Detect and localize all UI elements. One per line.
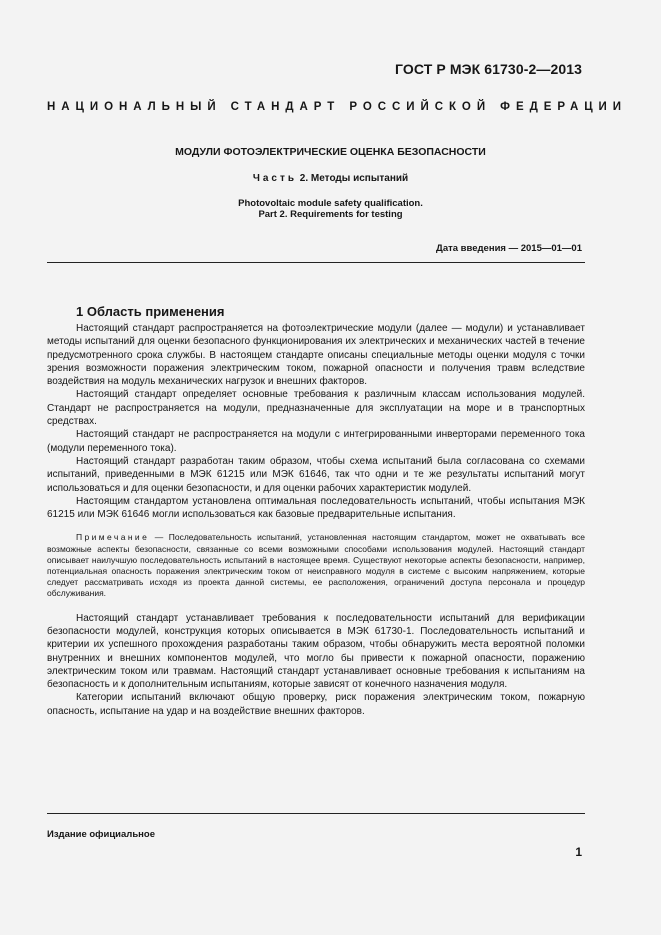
page-number: 1 [575,845,582,859]
note-label: Примечание [76,532,150,543]
note [47,532,585,599]
part-title [0,173,661,184]
english-title [0,198,661,220]
english-title-line2: Part 2. Requirements for testing [258,209,403,220]
section-heading: 1 Область применения [76,304,225,319]
english-title-line1: Photovoltaic module safety qualification. [238,198,423,209]
introduction-date: Дата введения — 2015—01—01 [436,243,582,254]
paragraph: Настоящий стандарт устанавливает требования к последовательности испытаний для верификации безопасности модулей, конструкция которых описывается в МЭК 61730-1. Последовательность испытаний и критерии их успешного прохождения разработаны таким образом, чтобы обнаружить места вероятной поломки внутренних и внешних компонентов модулей, что могло бы привести к пожарной опасности, поражению электрическим током или травмам. Настоящий стандарт устанавливает основные требования к испытаниям на безопасность и к дополнительным испытаниям, которые зависят от конечного назначения модуля. [47,612,585,691]
part-label: Часть [252,173,298,184]
edition-label: Издание официальное [47,829,155,840]
paragraph: Категории испытаний включают общую проверку, риск поражения электрическим током, пожарную опасность, испытание на удар и на воздействие внешних факторов. [47,692,585,717]
section-body [47,322,585,718]
top-divider [47,262,585,263]
paragraph: Настоящий стандарт определяет основные требования к различным классам использования модулей. Стандарт не распространяется на модули, предназначенные для эксплуатации на море и в транспортных средствах. [47,389,585,428]
paragraph: Настоящий стандарт распространяется на фотоэлектрические модули (далее — модули) и устанавливает методы испытаний для оценки безопасного функционирования их электрических и механических частей в течение предусмотренного срока службы. В настоящем стандарте описаны специальные методы оценки модуля с точки зрения возможности поражения электрическим током, пожарной опасности и получения травм вследствие воздействия на модуль механических нагрузок и внешних факторов. [47,323,585,388]
standard-number: ГОСТ Р МЭК 61730-2—2013 [395,61,582,77]
paragraph: Настоящим стандартом установлена оптимальная последовательность испытаний, чтобы испытания МЭК 61215 или МЭК 61646 могли использоваться как базовые предварительные испытания. [47,495,585,521]
bottom-divider [47,813,585,814]
national-standard-banner: НАЦИОНАЛЬНЫЙ СТАНДАРТ РОССИЙСКОЙ ФЕДЕРАЦИИ [47,101,627,113]
part-text: 2. Методы испытаний [299,173,409,184]
document-title: МОДУЛИ ФОТОЭЛЕКТРИЧЕСКИЕ ОЦЕНКА БЕЗОПАСНОСТИ [175,146,486,158]
note-text: — Последовательность испытаний, установленная настоящим стандартом, может не охватывать все возможные аспекты безопасности, связанные со всеми возможными способами использования модулей. Настоящий стандарт описывает наилучшую последовательность испытаний в настоящее время. Существуют некоторые аспекты безопасности, например, потенциальная опасность поражения электрическим током от неисправного модуля в системе с высоким напряжением, которые следует рассматривать исходя из проекта данной системы, ее расположения, ограничений доступа персонала и процедур обслуживания. [47,532,585,599]
paragraph: Настоящий стандарт не распространяется на модули с интегрированными инверторами переменного тока (модули переменного тока). [47,429,585,454]
paragraph: Настоящий стандарт разработан таким образом, чтобы схема испытаний была согласована со схемами испытаний, приведенными в МЭК 61215 или МЭК 61646, так что одни и те же результаты испытаний могут использоваться и для оценки безопасности, и для оценки рабочих характеристик модулей. [47,455,585,494]
